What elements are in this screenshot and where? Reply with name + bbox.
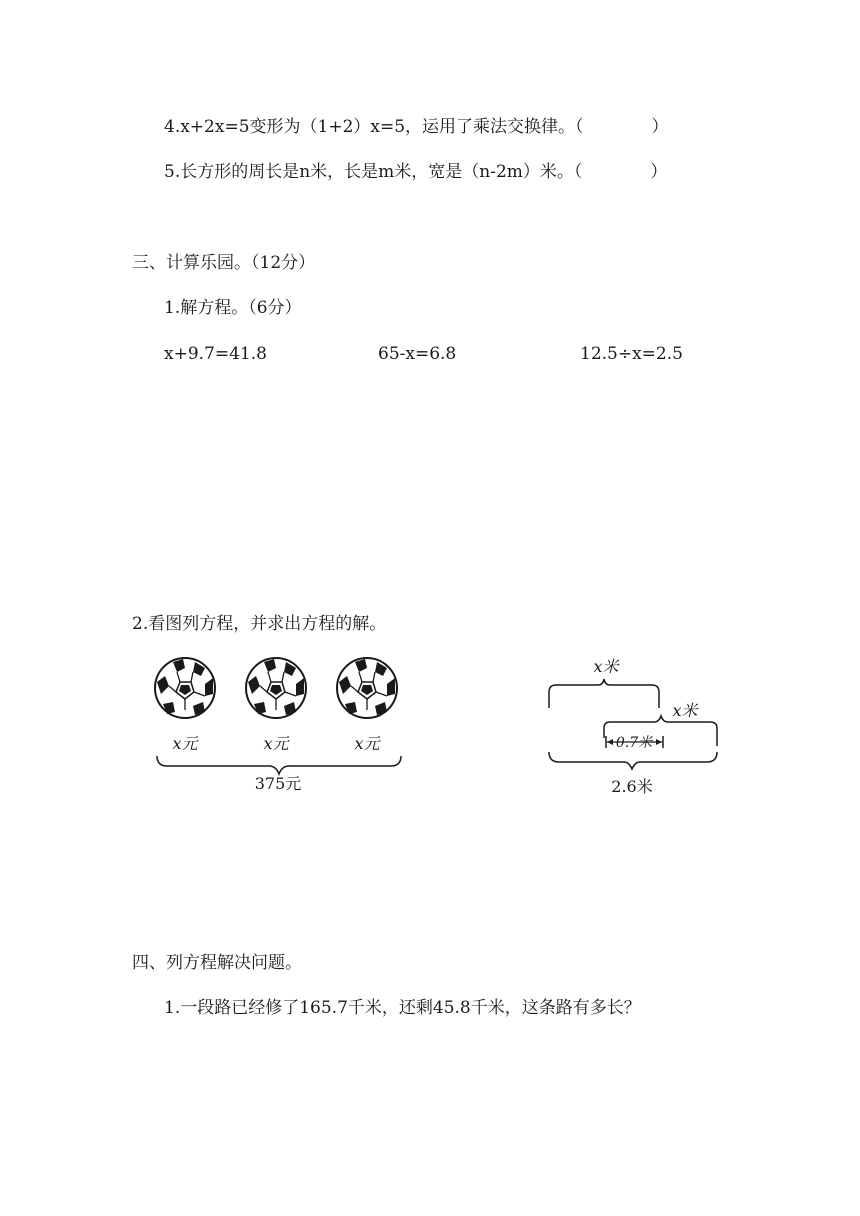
inner-length-label: 0.7米 bbox=[615, 735, 653, 751]
question-2-5: 5.长方形的周长是n米，长是m米，宽是（n-2m）米。（ ） bbox=[164, 162, 668, 182]
section-4-title: 四、列方程解决问题。 bbox=[132, 953, 302, 973]
equation-1: x+9.7=41.8 bbox=[164, 344, 267, 364]
total-brace bbox=[157, 756, 401, 774]
equation-3: 12.5÷x=2.5 bbox=[580, 344, 683, 364]
top-bracket bbox=[549, 679, 659, 708]
soccer-balls-figure bbox=[145, 650, 420, 800]
section-3-title: 三、计算乐园。（12分） bbox=[132, 253, 316, 273]
ball-price-label-1: x元 bbox=[172, 734, 198, 753]
bottom-segment-label: x米 bbox=[672, 701, 698, 720]
segment-diagram-figure bbox=[540, 648, 730, 803]
section-3-question-1: 1.解方程。（6分） bbox=[164, 298, 302, 318]
ball-price-label-3: x元 bbox=[354, 734, 380, 753]
section-3-question-2: 2.看图列方程，并求出方程的解。 bbox=[132, 614, 387, 634]
equation-2: 65-x=6.8 bbox=[378, 344, 457, 364]
ball-price-label-2: x元 bbox=[263, 734, 289, 753]
total-length-label: 2.6米 bbox=[611, 777, 653, 796]
top-segment-label: x米 bbox=[593, 657, 619, 676]
question-2-4: 4.x+2x=5变形为（1+2）x=5，运用了乘法交换律。（ ） bbox=[164, 117, 669, 137]
total-length-brace bbox=[549, 752, 717, 769]
total-price-label: 375元 bbox=[254, 774, 302, 793]
section-4-question-1: 1.一段路已经修了165.7千米，还剩45.8千米，这条路有多长？ bbox=[164, 998, 641, 1018]
